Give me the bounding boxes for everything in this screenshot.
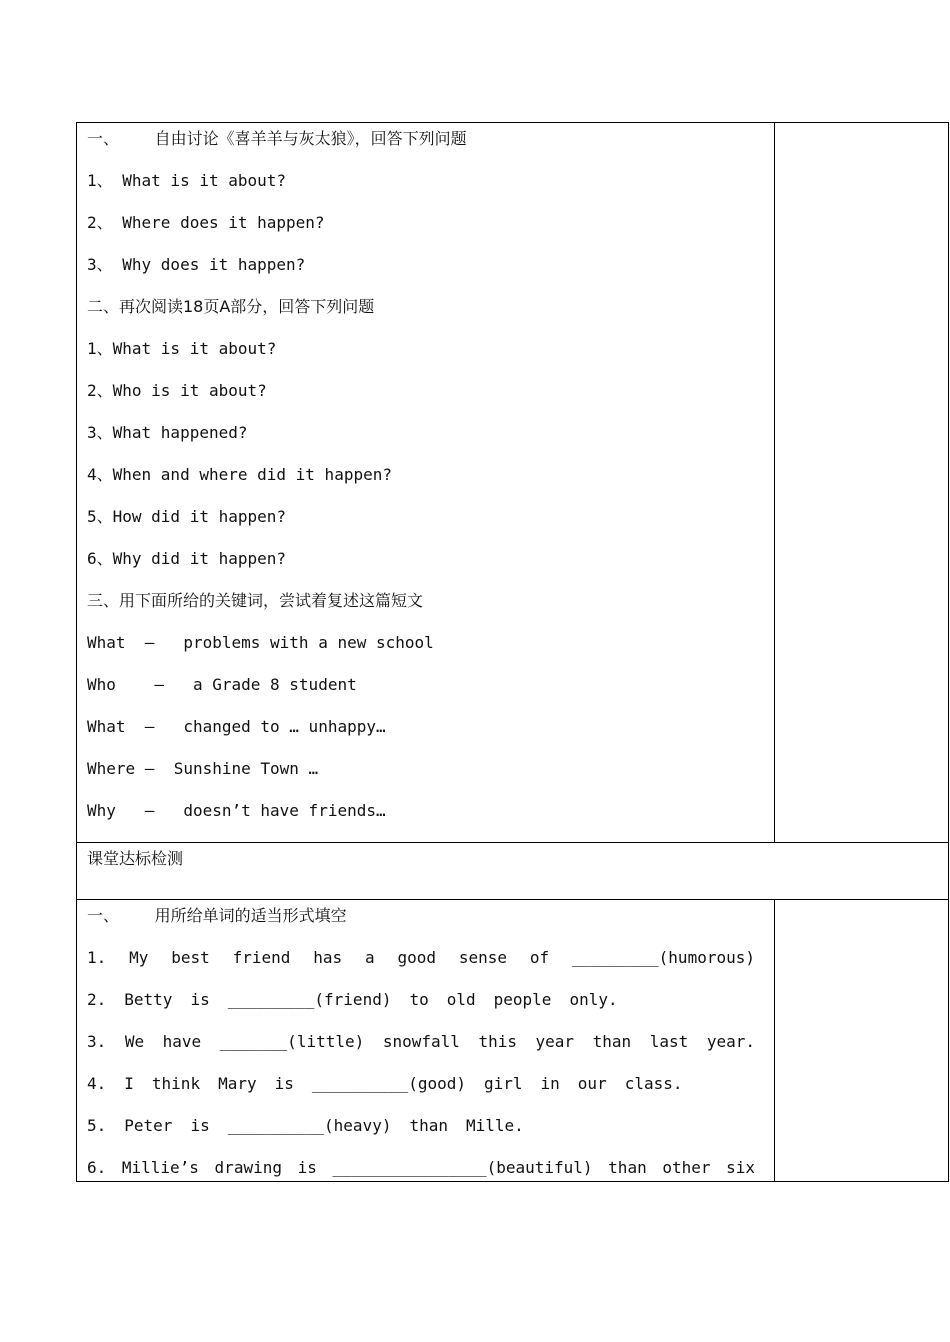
exercise-word: is: [190, 990, 210, 1009]
exercise-word: last: [649, 1032, 689, 1051]
exercise-word: this: [478, 1032, 517, 1051]
section2-question: 4、When and where did it happen?: [87, 465, 392, 484]
exercise-word: 4.: [87, 1074, 107, 1093]
section1-question: 3、 Why does it happen?: [87, 255, 306, 274]
exercise-word: 3.: [87, 1032, 107, 1051]
exercise-word: 6.: [87, 1158, 107, 1177]
section1-question: 1、 What is it about?: [87, 171, 287, 190]
notes-cell: [774, 122, 949, 843]
check-title-cell: [76, 842, 949, 900]
keyword-line: Who — a Grade 8 student: [87, 675, 357, 694]
exercise-word: drawing: [214, 1158, 282, 1177]
exercise-word: think: [151, 1074, 201, 1093]
exercise-item: [87, 948, 755, 968]
section2-question: 6、Why did it happen?: [87, 549, 287, 568]
exercise-notes-cell: [774, 899, 949, 1182]
exercise-word: than: [608, 1158, 647, 1177]
exercise-word: good: [397, 948, 436, 967]
section2-question: 5、How did it happen?: [87, 507, 287, 526]
exercise-word: Mary: [218, 1074, 257, 1093]
exercise-cell: [76, 899, 775, 1182]
exercise-word: than: [409, 1116, 448, 1135]
exercise-item: [87, 1158, 755, 1178]
exercise-item: [87, 1074, 683, 1094]
exercise-word: Betty: [124, 990, 173, 1009]
section2-question: 3、What happened?: [87, 423, 248, 442]
exercise-word: of: [529, 948, 550, 967]
check-title: 课堂达标检测: [87, 849, 184, 868]
exercise-item: [87, 1116, 524, 1136]
worksheet-table: [76, 122, 949, 1182]
section3-heading: 三、用下面所给的关键词，尝试着复述这篇短文: [87, 591, 424, 610]
exercise-word: snowfall: [382, 1032, 460, 1051]
exercise-word: class.: [624, 1074, 683, 1093]
exercise-word: _________(friend): [227, 990, 392, 1009]
section1-heading: 一、 自由讨论《喜羊羊与灰太狼》，回答下列问题: [87, 129, 467, 148]
exercise-heading: 一、 用所给单词的适当形式填空: [87, 906, 347, 925]
exercise-word: other: [662, 1158, 711, 1177]
exercise-word: is: [274, 1074, 294, 1093]
section2-heading: 二、再次阅读18页A部分，回答下列问题: [87, 297, 375, 316]
exercise-word: ________________(beautiful): [332, 1158, 593, 1177]
exercise-word: six: [726, 1158, 755, 1177]
keyword-line: Why — doesn’t have friends…: [87, 801, 386, 820]
exercise-item: [87, 990, 618, 1010]
exercise-word: is: [190, 1116, 210, 1135]
exercise-word: only.: [569, 990, 618, 1009]
section2-question: 1、What is it about?: [87, 339, 277, 358]
exercise-word: year.: [706, 1032, 755, 1051]
exercise-word: girl: [484, 1074, 523, 1093]
exercise-word: have: [162, 1032, 202, 1051]
exercise-word: friend: [232, 948, 291, 967]
exercise-word: old: [446, 990, 476, 1009]
exercise-word: is: [297, 1158, 317, 1177]
exercise-word: Peter: [124, 1116, 173, 1135]
keyword-line: What — problems with a new school: [87, 633, 434, 652]
exercise-word: sense: [458, 948, 508, 967]
exercise-word: people: [493, 990, 552, 1009]
exercise-word: Mille.: [466, 1116, 524, 1135]
exercise-word: My: [129, 948, 149, 967]
exercise-word: 1.: [87, 948, 107, 967]
exercise-word: 2.: [87, 990, 107, 1009]
exercise-word: year: [535, 1032, 575, 1051]
exercise-word: to: [409, 990, 429, 1009]
exercise-word: _______(little): [219, 1032, 365, 1051]
exercise-word: __________(good): [311, 1074, 466, 1093]
exercise-word: our: [577, 1074, 607, 1093]
section2-question: 2、Who is it about?: [87, 381, 267, 400]
exercise-word: in: [540, 1074, 560, 1093]
exercise-word: Millie’s: [121, 1158, 199, 1177]
exercise-word: __________(heavy): [227, 1116, 392, 1135]
exercise-word: best: [171, 948, 210, 967]
exercise-word: has: [313, 948, 343, 967]
keyword-line: Where — Sunshine Town …: [87, 759, 319, 778]
exercise-item: [87, 1032, 755, 1052]
section1-question: 2、 Where does it happen?: [87, 213, 325, 232]
exercise-word: 5.: [87, 1116, 107, 1135]
exercise-word: _________(humorous): [571, 948, 755, 967]
exercise-word: a: [364, 948, 375, 967]
keyword-line: What — changed to … unhappy…: [87, 717, 386, 736]
discussion-cell: [76, 122, 775, 843]
exercise-word: We: [124, 1032, 145, 1051]
exercise-word: I: [124, 1074, 134, 1093]
exercise-word: than: [592, 1032, 632, 1051]
